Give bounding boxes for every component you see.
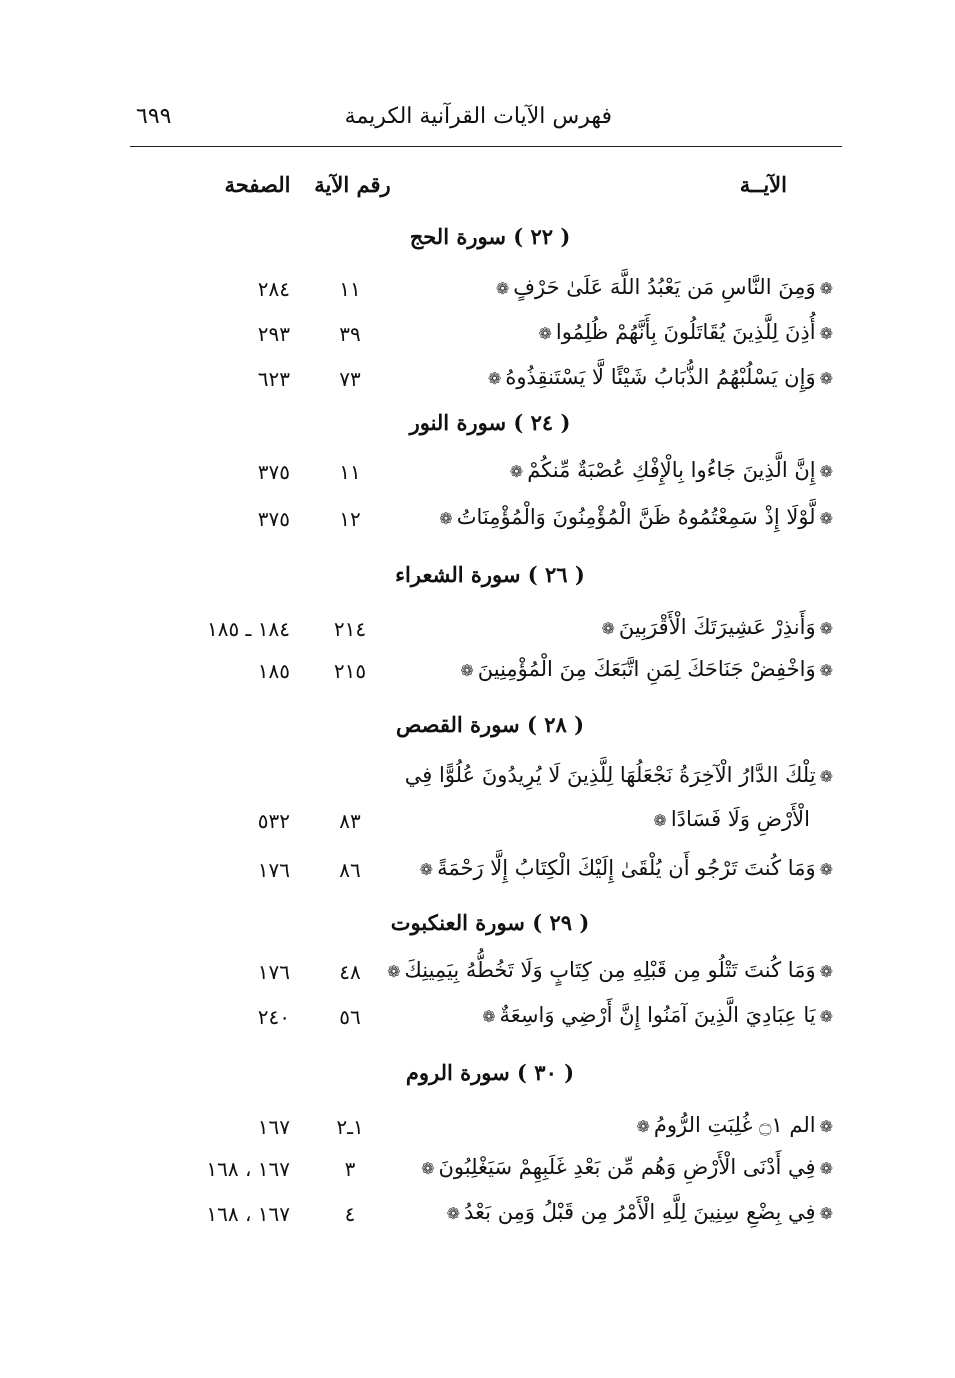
verse-quote: يَا عِبَادِيَ الَّذِينَ آمَنُوا إِنَّ أَرْضِي وَاسِعَةٌ: [499, 1003, 816, 1027]
verse-text: [417, 1155, 837, 1179]
ayah-number: ٥٦: [339, 1005, 361, 1029]
running-header: [130, 104, 842, 144]
ornate-bracket-icon: ❁: [819, 509, 833, 528]
ornate-bracket-icon: ❁: [419, 860, 434, 879]
ayah-number: ١١: [339, 460, 361, 484]
ayah-number: ٢١٥: [333, 659, 367, 683]
verse-text-continuation: [649, 807, 810, 831]
verse-quote: أُذِنَ لِلَّذِينَ يُقَاتَلُونَ بِأَنَّهُمْ ظُلِمُوا: [555, 320, 816, 344]
verse-text: [416, 856, 837, 880]
column-header-ayah-number: رقم الآية: [314, 172, 391, 197]
ornate-bracket-icon: ❁: [538, 324, 552, 343]
page-reference: ١٦٧: [257, 1115, 290, 1139]
verse-quote: وَأَنذِرْ عَشِيرَتَكَ الْأَقْرَبِينَ: [618, 615, 816, 639]
ornate-bracket-icon: ❁: [446, 1204, 461, 1223]
ornate-bracket-icon: ❁: [819, 767, 833, 786]
ornate-bracket-icon: ❁: [482, 1007, 496, 1026]
verse-text: [456, 657, 837, 681]
ornate-bracket-icon: ❁: [819, 962, 833, 981]
page-reference: ٢٨٤: [257, 277, 290, 301]
page-reference: ١٨٤ ـ ١٨٥: [206, 617, 290, 641]
ornate-bracket-icon: ❁: [819, 279, 833, 298]
page-reference: ٥٣٢: [257, 809, 290, 833]
ornate-bracket-icon: ❁: [819, 1204, 833, 1223]
verse-quote: وَمَا كُنتَ تَرْجُو أَن يُلْقَىٰ إِلَيْكَ الْكِتَابُ إِلَّا رَحْمَةً: [437, 856, 816, 880]
verse-text: [405, 763, 837, 787]
verse-text: [492, 275, 837, 299]
verse-quote: وَمِنَ النَّاسِ مَن يَعْبُدُ اللَّهَ عَلَىٰ حَرْفٍ: [513, 275, 816, 299]
verse-quote: الْأَرْضِ وَلَا فَسَادًا: [670, 807, 810, 831]
ayah-number: ١١: [339, 277, 361, 301]
ornate-bracket-icon: ❁: [487, 369, 502, 388]
ayah-number: ٤٨: [339, 960, 361, 984]
page-reference: ١٦٧ ، ١٦٨: [206, 1157, 290, 1181]
ornate-bracket-icon: ❁: [819, 369, 833, 388]
ornate-bracket-icon: ❁: [819, 1117, 833, 1136]
ayah-number: ٣: [344, 1157, 356, 1181]
verse-text: [478, 1003, 837, 1027]
page-reference: ٦٢٣: [257, 367, 290, 391]
page-reference: ١٨٥: [257, 659, 290, 683]
ornate-bracket-icon: ❁: [460, 661, 474, 680]
verse-quote: الم ۝١ غُلِبَتِ الرُّومُ: [653, 1113, 816, 1137]
verse-text: [535, 320, 838, 344]
page-reference: ٢٩٣: [257, 322, 290, 346]
page-reference: ١٦٧ ، ١٦٨: [206, 1202, 290, 1226]
column-header-page: الصفحة: [224, 172, 291, 197]
ornate-bracket-icon: ❁: [495, 279, 510, 298]
page-reference: ١٧٦: [257, 960, 290, 984]
ayah-number: ١٢: [339, 507, 361, 531]
verse-text: [435, 505, 837, 529]
verse-quote: إِنَّ الَّذِينَ جَاءُوا بِالْإِفْكِ عُصْبَةٌ مِّنكُمْ: [527, 458, 816, 482]
verse-quote: فِي أَدْنَى الْأَرْضِ وَهُم مِّن بَعْدِ غَلَبِهِمْ سَيَغْلِبُونَ: [438, 1155, 816, 1179]
ornate-bracket-icon: ❁: [653, 811, 667, 830]
ornate-bracket-icon: ❁: [509, 462, 524, 481]
verse-text: [598, 615, 837, 639]
surah-heading: ( ٢٢ ) سورة الحج: [409, 224, 571, 249]
ornate-bracket-icon: ❁: [439, 509, 453, 528]
verse-text: [632, 1113, 837, 1137]
ornate-bracket-icon: ❁: [819, 324, 833, 343]
page-number: ٦٩٩: [136, 104, 172, 129]
ayah-number: ٨٣: [339, 809, 361, 833]
verse-quote: فِي بِضْعِ سِنِينَ لِلَّهِ الْأَمْرُ مِن قَبْلُ وَمِن بَعْدُ: [464, 1200, 816, 1224]
verse-text: [383, 958, 837, 982]
ayah-number: ٢١٤: [333, 617, 367, 641]
ornate-bracket-icon: ❁: [819, 860, 833, 879]
ornate-bracket-icon: ❁: [387, 962, 401, 981]
ornate-bracket-icon: ❁: [421, 1159, 435, 1178]
ayah-number: ٨٦: [339, 858, 361, 882]
ornate-bracket-icon: ❁: [819, 1159, 833, 1178]
surah-heading: ( ٢٤ ) سورة النور: [409, 410, 571, 435]
ayah-number: ٤: [344, 1202, 356, 1226]
ornate-bracket-icon: ❁: [819, 1007, 833, 1026]
verse-quote: وَمَا كُنتَ تَتْلُو مِن قَبْلِهِ مِن كِتَابٍ وَلَا تَخُطُّهُ بِيَمِينِكَ: [404, 958, 816, 982]
ornate-bracket-icon: ❁: [819, 661, 833, 680]
verse-quote: لَّوْلَا إِذْ سَمِعْتُمُوهُ ظَنَّ الْمُؤْمِنُونَ وَالْمُؤْمِنَاتُ: [456, 505, 816, 529]
page-reference: ١٧٦: [257, 858, 290, 882]
ayah-number: ١ـ٢: [336, 1115, 364, 1139]
ornate-bracket-icon: ❁: [601, 619, 615, 638]
column-header-verse: الآيــة: [739, 172, 787, 197]
ayah-number: ٧٣: [339, 367, 361, 391]
running-head-title: فهرس الآيات القرآنية الكريمة: [344, 104, 612, 129]
verse-text: [484, 365, 837, 389]
verse-quote: وَإِن يَسْلُبْهُمُ الذُّبَابُ شَيْئًا لَّا يَسْتَنقِذُوهُ: [505, 365, 816, 389]
page-reference: ٣٧٥: [257, 507, 290, 531]
surah-heading: ( ٢٩ ) سورة العنكبوت: [390, 910, 590, 935]
ornate-bracket-icon: ❁: [819, 462, 833, 481]
page-reference: ٢٤٠: [257, 1005, 290, 1029]
ayah-number: ٣٩: [339, 322, 361, 346]
ornate-bracket-icon: ❁: [636, 1117, 650, 1136]
verse-text: [443, 1200, 837, 1224]
surah-heading: ( ٣٠ ) سورة الروم: [405, 1060, 575, 1085]
verse-quote: وَاخْفِضْ جَنَاحَكَ لِمَنِ اتَّبَعَكَ مِنَ الْمُؤْمِنِينَ: [477, 657, 816, 681]
ornate-bracket-icon: ❁: [819, 619, 833, 638]
surah-heading: ( ٢٨ ) سورة القصص: [395, 712, 585, 737]
verse-quote: تِلْكَ الدَّارُ الْآخِرَةُ نَجْعَلُهَا لِلَّذِينَ لَا يُرِيدُونَ عُلُوًّا فِي: [404, 763, 816, 787]
verse-text: [506, 458, 837, 482]
header-rule: [130, 146, 842, 147]
page-reference: ٣٧٥: [257, 460, 290, 484]
surah-heading: ( ٢٦ ) سورة الشعراء: [395, 562, 585, 587]
